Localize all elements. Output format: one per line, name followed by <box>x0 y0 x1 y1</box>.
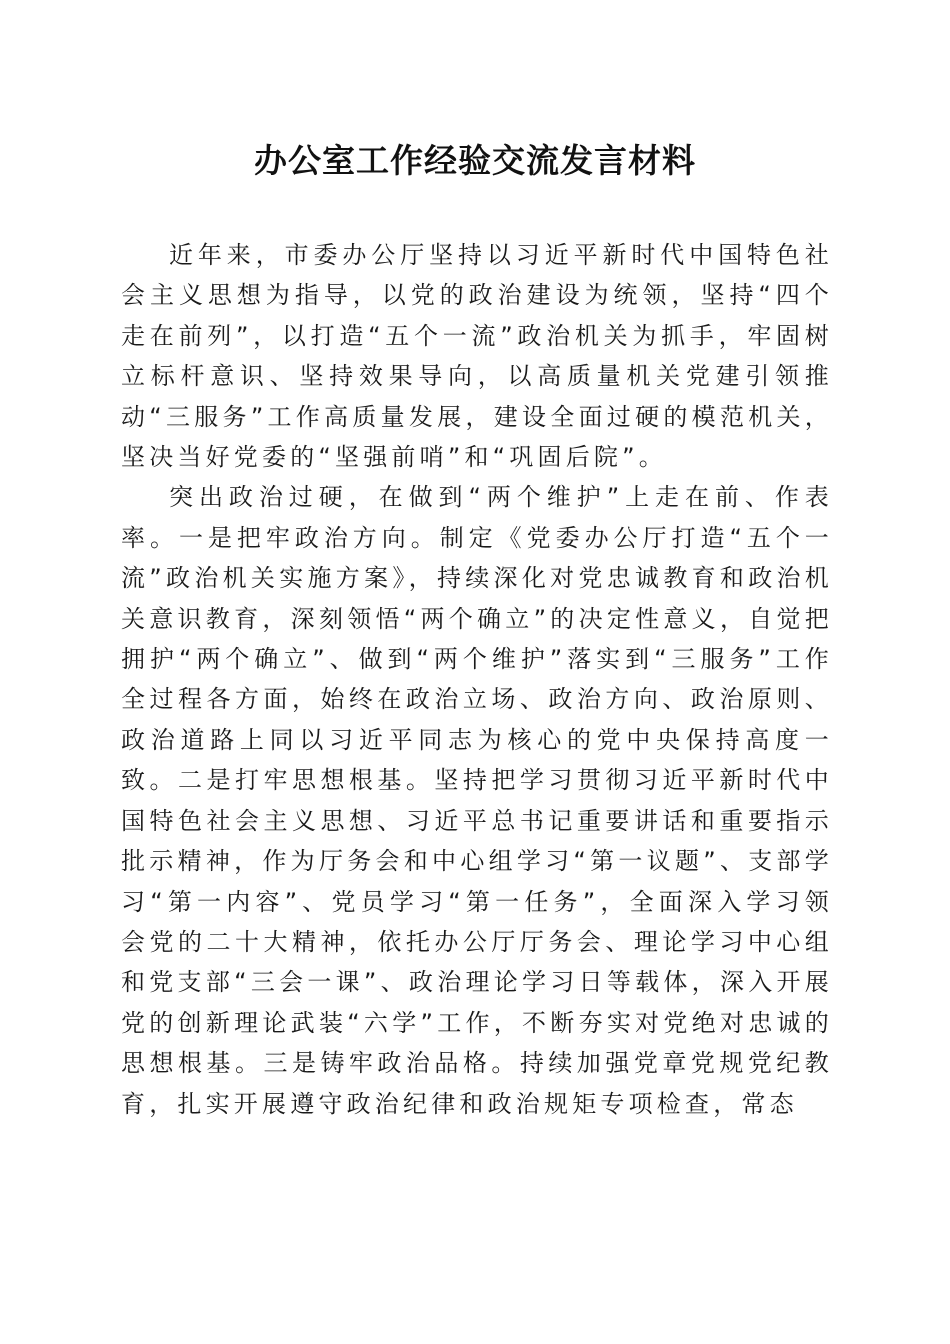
paragraph-political: 突出政治过硬，在做到“两个维护”上走在前、作表率。一是把牢政治方向。制定《党委办公厅打造“五个一流”政治机关实施方案》，持续深化对党忠诚教育和政治机关意识教育，深刻领悟“两个确立”的决定性意义，自觉把拥护“两个确立”、做到“两个维护”落实到“三服务”工作全过程各方面，始终在政治立场、政治方向、政治原则、政治道路上同以习近平同志为核心的党中央保持高度一致。二是打牢思想根基。坚持把学习贯彻习近平新时代中国特色社会主义思想、习近平总书记重要讲话和重要指示批示精神，作为厅务会和中心组学习“第一议题”、支部学习“第一内容”、党员学习“第一任务”，全面深入学习领会党的二十大精神，依托办公厅厅务会、理论学习中心组和党支部“三会一课”、政治理论学习日等载体，深入开展党的创新理论武装“六学”工作，不断夯实对党绝对忠诚的思想根基。三是铸牢政治品格。持续加强党章党规党纪教育，扎实开展遵守政治纪律和政治规矩专项检查，常态 <box>121 483 833 1118</box>
document-title: 办公室工作经验交流发言材料 <box>254 141 696 180</box>
document-body <box>121 235 833 1124</box>
paragraph-intro: 近年来，市委办公厅坚持以习近平新时代中国特色社会主义思想为指导，以党的政治建设为统领，坚持“四个走在前列”，以打造“五个一流”政治机关为抓手，牢固树立标杆意识、坚持效果导向，以高质量机关党建引领推动“三服务”工作高质量发展，建设全面过硬的模范机关，坚决当好党委的“坚强前哨”和“巩固后院”。 <box>121 241 833 472</box>
